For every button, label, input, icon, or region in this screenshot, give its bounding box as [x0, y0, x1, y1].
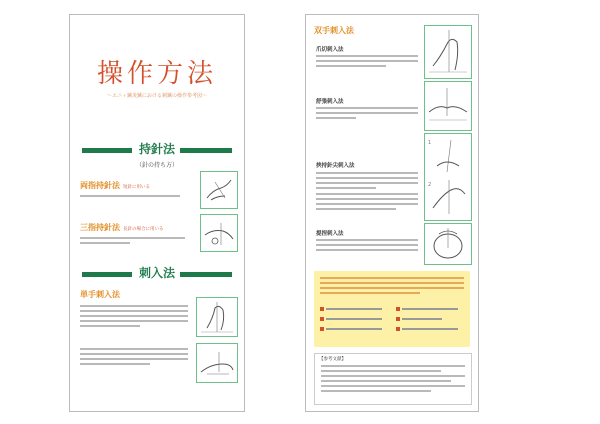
item-single-hand: [80, 289, 120, 300]
lift-pinch-text: [316, 239, 418, 254]
item-single-hand-title: 単手刺入法: [80, 290, 120, 299]
item-two-finger-note: 短針に用いる: [123, 185, 150, 190]
single-hand-illustration: [196, 297, 238, 337]
single-hand-text-2: [80, 348, 188, 368]
lift-pinch-illustration: [424, 223, 472, 265]
caution-item-2: [396, 307, 458, 313]
three-finger-illustration: [200, 214, 238, 252]
item-lift-pinch: 提捏刺入法: [316, 231, 344, 237]
single-hand-text: [80, 305, 188, 330]
single-hand-illustration-2: [196, 343, 238, 383]
holding-heading: 持針法: [138, 142, 175, 156]
item-three-finger-note: 長針の場合に用いる: [123, 227, 164, 232]
caution-item-1: [320, 307, 382, 313]
caution-item-4: [396, 317, 442, 323]
right-panel: [305, 14, 479, 412]
section-bar-right: [180, 148, 232, 153]
references-list: [321, 365, 465, 395]
nail-press-illustration: [424, 25, 472, 79]
section-bar-right: [180, 272, 232, 277]
references-box: [314, 353, 472, 405]
svg-text:2: 2: [428, 182, 432, 188]
references-title: 【参考文献】: [319, 357, 346, 362]
item-pinch-tip: 挟持針尖刺入法: [316, 163, 355, 169]
item-two-finger-title: 両指持針法: [80, 181, 120, 190]
three-finger-text: [80, 237, 185, 247]
stretch-illustration: [424, 81, 472, 131]
item-stretch: 舒張刺入法: [316, 99, 344, 105]
stretch-text: [316, 107, 418, 122]
page-title: 操作方法: [96, 59, 217, 89]
item-nail-press: 爪切刺入法: [316, 47, 344, 53]
left-panel: [69, 14, 245, 412]
item-two-finger: [80, 180, 150, 191]
caution-box: [314, 271, 470, 347]
page-subtitle: 〜エニィ鍼灸鍼における刺鍼の操作参考図〜: [106, 93, 207, 99]
caution-item-6: [396, 327, 458, 333]
pinch-tip-illustration: [424, 133, 472, 221]
svg-text:1: 1: [428, 140, 432, 146]
two-finger-illustration: [200, 171, 238, 209]
item-three-finger: [80, 222, 164, 233]
double-hand-heading: 双手刺入法: [314, 26, 354, 35]
inserting-section-header: [70, 267, 244, 283]
section-bar-left: [82, 148, 132, 153]
pinch-tip-text: [316, 172, 418, 213]
caution-intro-text: [320, 277, 464, 297]
section-bar-left: [82, 272, 132, 277]
holding-section-header: [70, 143, 244, 159]
holding-subheading: （針の持ち方）: [135, 162, 178, 169]
nail-press-text: [316, 55, 418, 70]
inserting-heading: 刺入法: [138, 266, 175, 280]
item-three-finger-title: 三指持針法: [80, 223, 120, 232]
caution-item-3: [320, 317, 382, 323]
caution-item-5: [320, 327, 382, 333]
two-finger-text: [80, 195, 180, 200]
